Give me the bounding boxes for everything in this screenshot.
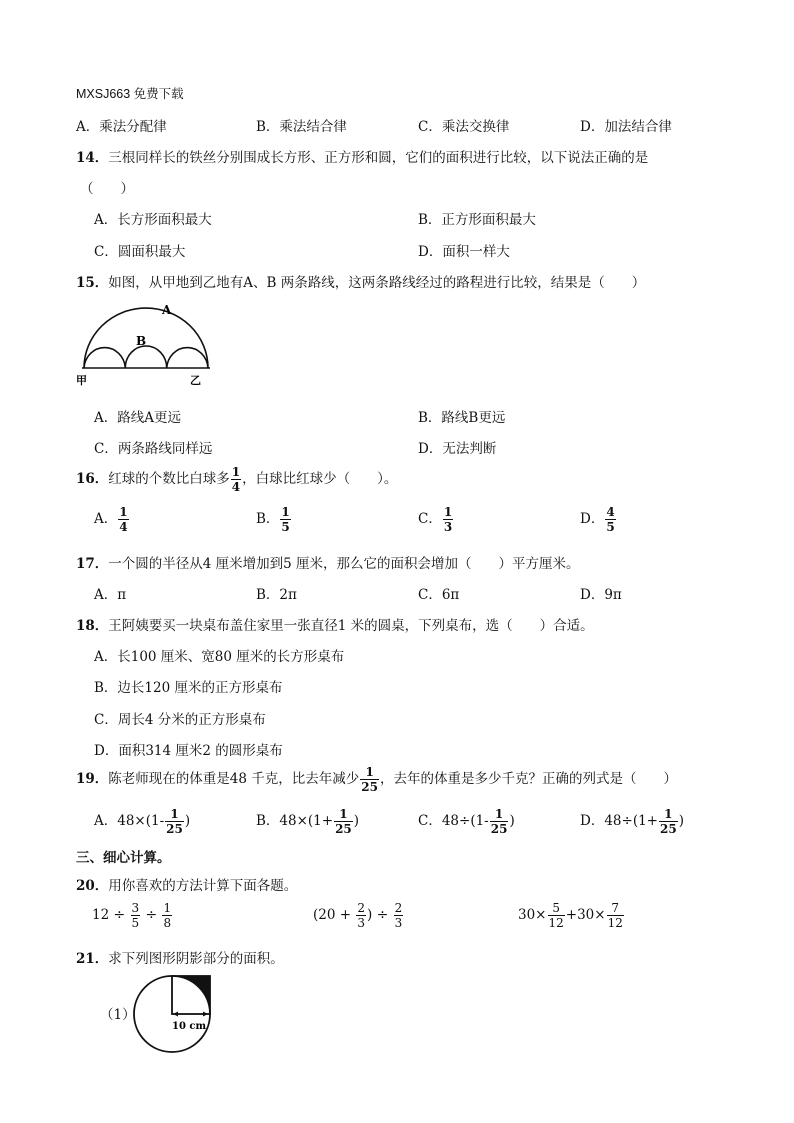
- q19-option-b-prefix: B．48×(1+: [256, 813, 334, 829]
- fraction-numerator: 2: [394, 901, 403, 915]
- q16-option-d-fraction: [605, 506, 615, 533]
- q18-number: 18．: [76, 618, 109, 634]
- expr3-fraction-1: [548, 902, 565, 929]
- expr3-fraction-2: [607, 902, 624, 929]
- fraction-denominator: 25: [659, 822, 677, 836]
- q14-option-a[interactable]: A．长方形面积最大: [94, 212, 212, 228]
- q16-option-d[interactable]: [580, 506, 617, 533]
- q14-text: 三根同样长的铁丝分别围成长方形、正方形和圆，它们的面积进行比较，以下说法正确的是: [108, 150, 649, 166]
- fraction-numerator: 1: [170, 807, 179, 821]
- shaded-circle-figure: [128, 970, 214, 1062]
- q14-option-b[interactable]: B．正方形面积最大: [418, 212, 536, 228]
- q16-number: 16．: [76, 471, 109, 487]
- q19-option-b-suffix: ): [353, 813, 360, 829]
- fraction-denominator: 3: [357, 916, 365, 930]
- section-title: 三、细心计算。: [76, 850, 171, 866]
- expr2-close: ): [367, 907, 373, 923]
- fraction-denominator: 25: [490, 822, 508, 836]
- q17-option-a[interactable]: A．π: [94, 587, 127, 603]
- fraction-denominator: 5: [281, 520, 290, 534]
- q19-option-d-suffix: ): [678, 813, 684, 829]
- fraction-denominator: 12: [548, 916, 564, 930]
- fraction-numerator: 2: [357, 901, 365, 915]
- q19-text-before: 陈老师现在的体重是48 千克，比去年减少: [108, 771, 360, 787]
- fraction-denominator: 5: [606, 520, 615, 534]
- q19-fraction-numerator: 1: [365, 765, 374, 779]
- q13-option-b[interactable]: B．乘法结合律: [256, 119, 347, 135]
- q14-option-d[interactable]: D．面积一样大: [418, 244, 510, 260]
- fraction-denominator: 4: [119, 520, 128, 534]
- expr1-divide-2: ÷: [145, 907, 158, 923]
- q16-option-c[interactable]: [418, 506, 454, 533]
- q16-option-a[interactable]: [94, 506, 130, 533]
- q19-fraction: [360, 766, 379, 793]
- fraction-denominator: 12: [607, 916, 623, 930]
- q18-option-a[interactable]: A．长100 厘米、宽80 厘米的长方形桌布: [94, 649, 345, 665]
- fraction-numerator: 1: [339, 807, 348, 821]
- q19-option-c[interactable]: [418, 808, 515, 835]
- label-b: B: [136, 334, 147, 348]
- q15-number: 15．: [76, 275, 109, 291]
- q17-stem: [76, 552, 580, 572]
- q14-stem: [76, 146, 648, 166]
- q17-option-d[interactable]: D．9π: [580, 587, 622, 603]
- fraction-numerator: 3: [131, 901, 140, 915]
- q19-option-d-fraction: [659, 808, 678, 835]
- q16-fraction: [231, 466, 241, 493]
- dimension-label: 10 cm: [172, 1021, 207, 1032]
- q18-text: 王阿姨要买一块桌布盖住家里一张直径1 米的圆桌，下列桌布，选（ ）合适。: [108, 618, 594, 634]
- fraction-numerator: 4: [606, 505, 615, 519]
- q16-fraction-denominator: 4: [231, 480, 241, 494]
- page-header: MXSJ663 免费下载: [76, 87, 184, 101]
- expr1-fraction-1: [131, 902, 141, 929]
- q13-option-d[interactable]: D．加法结合律: [580, 119, 672, 135]
- q19-option-b[interactable]: [256, 808, 359, 835]
- fraction-denominator: 3: [394, 916, 403, 930]
- q15-option-a[interactable]: A．路线A更远: [94, 410, 181, 426]
- q14-blank: （ ）: [80, 181, 134, 197]
- q16-fraction-numerator: 1: [231, 465, 241, 479]
- q19-option-b-fraction: [334, 808, 353, 835]
- fraction-denominator: 25: [166, 822, 183, 836]
- fraction-numerator: 1: [443, 505, 453, 519]
- q18-option-b[interactable]: B．边长120 厘米的正方形桌布: [94, 680, 283, 696]
- label-end: 乙: [190, 374, 201, 387]
- q19-option-a-prefix: A．48×(1-: [94, 813, 165, 829]
- expr3-part-1: 30×: [518, 907, 547, 923]
- fraction-denominator: 3: [443, 520, 453, 534]
- q14-number: 14．: [76, 150, 109, 166]
- q16-text-after: ，白球比红球少（ ）。: [242, 471, 398, 487]
- q21-number: 21．: [76, 951, 109, 967]
- q20-expression-1: [92, 902, 173, 929]
- q19-stem: [76, 766, 677, 793]
- q13-option-a[interactable]: A．乘法分配律: [76, 119, 167, 135]
- q19-option-a-suffix: ): [184, 813, 191, 829]
- q21-sub-label: （1）: [100, 1007, 136, 1023]
- q20-expression-2: [313, 902, 404, 929]
- q15-text: 如图，从甲地到乙地有A、B 两条路线，这两条路线经过的路程进行比较，结果是（ ）: [108, 275, 646, 291]
- q21-stem: [76, 947, 284, 967]
- q15-option-c[interactable]: C．两条路线同样远: [94, 441, 213, 457]
- q16-option-b-fraction: [280, 506, 290, 533]
- fraction-numerator: 1: [494, 807, 504, 821]
- q13-option-c[interactable]: C．乘法交换律: [418, 119, 510, 135]
- expr1-fraction-2: [162, 902, 172, 929]
- q16-option-b-letter: B．: [256, 511, 280, 527]
- fraction-numerator: 1: [163, 901, 172, 915]
- q19-option-a[interactable]: [94, 808, 190, 835]
- q16-option-c-letter: C．: [418, 511, 442, 527]
- expr2-divide: ÷: [376, 907, 389, 923]
- expr2-open: (20 +: [313, 907, 352, 923]
- expr2-fraction-1: [356, 902, 366, 929]
- q18-option-c[interactable]: C．周长4 分米的正方形桌布: [94, 712, 266, 728]
- q16-option-a-fraction: [118, 506, 128, 533]
- q19-fraction-denominator: 25: [361, 780, 378, 794]
- q19-number: 19．: [76, 771, 109, 787]
- q15-stem: [76, 271, 645, 291]
- q20-number: 20．: [76, 878, 109, 894]
- q19-option-a-fraction: [165, 808, 184, 835]
- q17-text: 一个圆的半径从4 厘米增加到5 厘米，那么它的面积会增加（ ）平方厘米。: [108, 556, 580, 572]
- label-start: 甲: [76, 374, 87, 387]
- expr1-number: 12: [92, 907, 110, 923]
- expr2-fraction-2: [394, 902, 404, 929]
- q20-expression-3: [518, 902, 625, 929]
- expr3-part-2: +30×: [565, 907, 606, 923]
- fraction-denominator: 25: [335, 822, 352, 836]
- q16-stem: [76, 466, 397, 493]
- q14-option-c[interactable]: C．圆面积最大: [94, 244, 186, 260]
- q19-option-d[interactable]: [580, 808, 684, 835]
- q17-option-b[interactable]: B．2π: [256, 587, 297, 603]
- q20-text: 用你喜欢的方法计算下面各题。: [108, 878, 298, 894]
- q16-option-b[interactable]: [256, 506, 292, 533]
- q19-option-d-prefix: D．48÷(1+: [580, 813, 658, 829]
- expr1-divide-1: ÷: [113, 907, 126, 923]
- q18-stem: [76, 614, 594, 634]
- q17-number: 17．: [76, 556, 109, 572]
- fraction-numerator: 1: [119, 505, 128, 519]
- q15-option-d[interactable]: D．无法判断: [418, 441, 497, 457]
- q16-text-before: 红球的个数比白球多: [108, 471, 230, 487]
- q20-stem: [76, 874, 297, 894]
- q19-option-c-fraction: [490, 808, 509, 835]
- q19-option-c-prefix: C．48÷(1-: [418, 813, 489, 829]
- label-a: A: [162, 303, 172, 317]
- fraction-denominator: 5: [131, 916, 140, 930]
- q16-option-d-letter: D．: [580, 511, 605, 527]
- route-b-arcs: [84, 346, 208, 368]
- route-diagram: [76, 300, 216, 392]
- q18-option-d[interactable]: D．面积314 厘米2 的圆形桌布: [94, 743, 283, 759]
- q17-option-c[interactable]: C．6π: [418, 587, 460, 603]
- fraction-numerator: 7: [611, 901, 620, 915]
- fraction-numerator: 5: [552, 901, 560, 915]
- q19-option-c-suffix: ): [509, 813, 515, 829]
- q21-text: 求下列图形阴影部分的面积。: [108, 951, 284, 967]
- q16-option-a-letter: A．: [94, 511, 118, 527]
- q15-option-b[interactable]: B．路线B更远: [418, 410, 506, 426]
- q19-text-after: ，去年的体重是多少千克？正确的列式是（ ）: [379, 771, 677, 787]
- q16-option-c-fraction: [443, 506, 453, 533]
- fraction-numerator: 1: [281, 505, 290, 519]
- fraction-denominator: 8: [163, 916, 172, 930]
- fraction-numerator: 1: [664, 807, 673, 821]
